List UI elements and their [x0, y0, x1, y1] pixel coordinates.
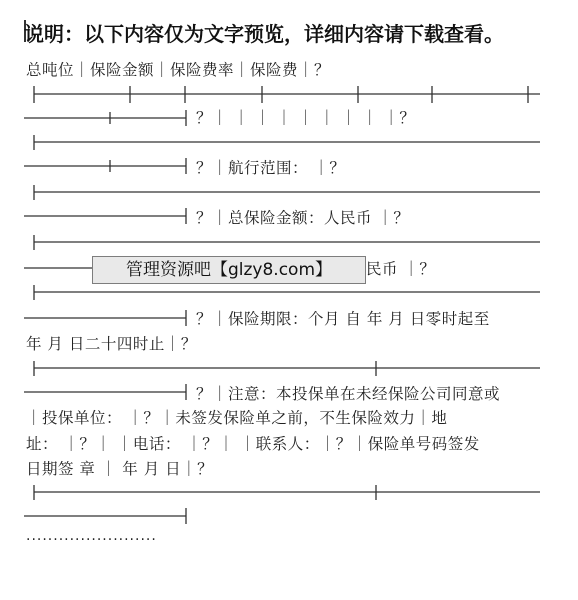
preview-notice: 说明：以下内容仅为文字预览，详细内容请下载查看。 — [24, 22, 504, 46]
text-line-9: ｜投保单位： ｜？｜未签发保险单之前，不生保险效力｜地 — [26, 409, 448, 427]
text-line-7: 年 月 日二十四时止｜？ — [26, 335, 197, 353]
text-line-10: 址： ｜？｜ ｜电话： ｜？｜ ｜联系人：｜？｜保险单号码签发 — [26, 435, 480, 453]
text-line-4: ？｜总保险金额：人民币 ｜？ — [196, 209, 410, 227]
leader-dots: ························ — [26, 532, 157, 548]
text-line-5: 民币 ｜？ — [366, 260, 436, 278]
watermark-banner: 管理资源吧【glzy8.com】 — [92, 256, 366, 284]
text-line-8: ？｜注意：本投保单在未经保险公司同意或 — [196, 385, 501, 403]
text-line-2: ？｜ ｜ ｜ ｜ ｜ ｜ ｜ ｜ ｜？ — [196, 109, 416, 127]
text-line-3: ？｜航行范围： ｜？ — [196, 159, 346, 177]
text-line-1: 总吨位｜保险金额｜保险费率｜保险费｜？ — [26, 61, 331, 79]
text-line-6: ？｜保险期限：个月 自 年 月 日零时起至 — [196, 310, 490, 328]
text-line-11: 日期签 章 ｜ 年 月 日｜？ — [26, 460, 214, 478]
